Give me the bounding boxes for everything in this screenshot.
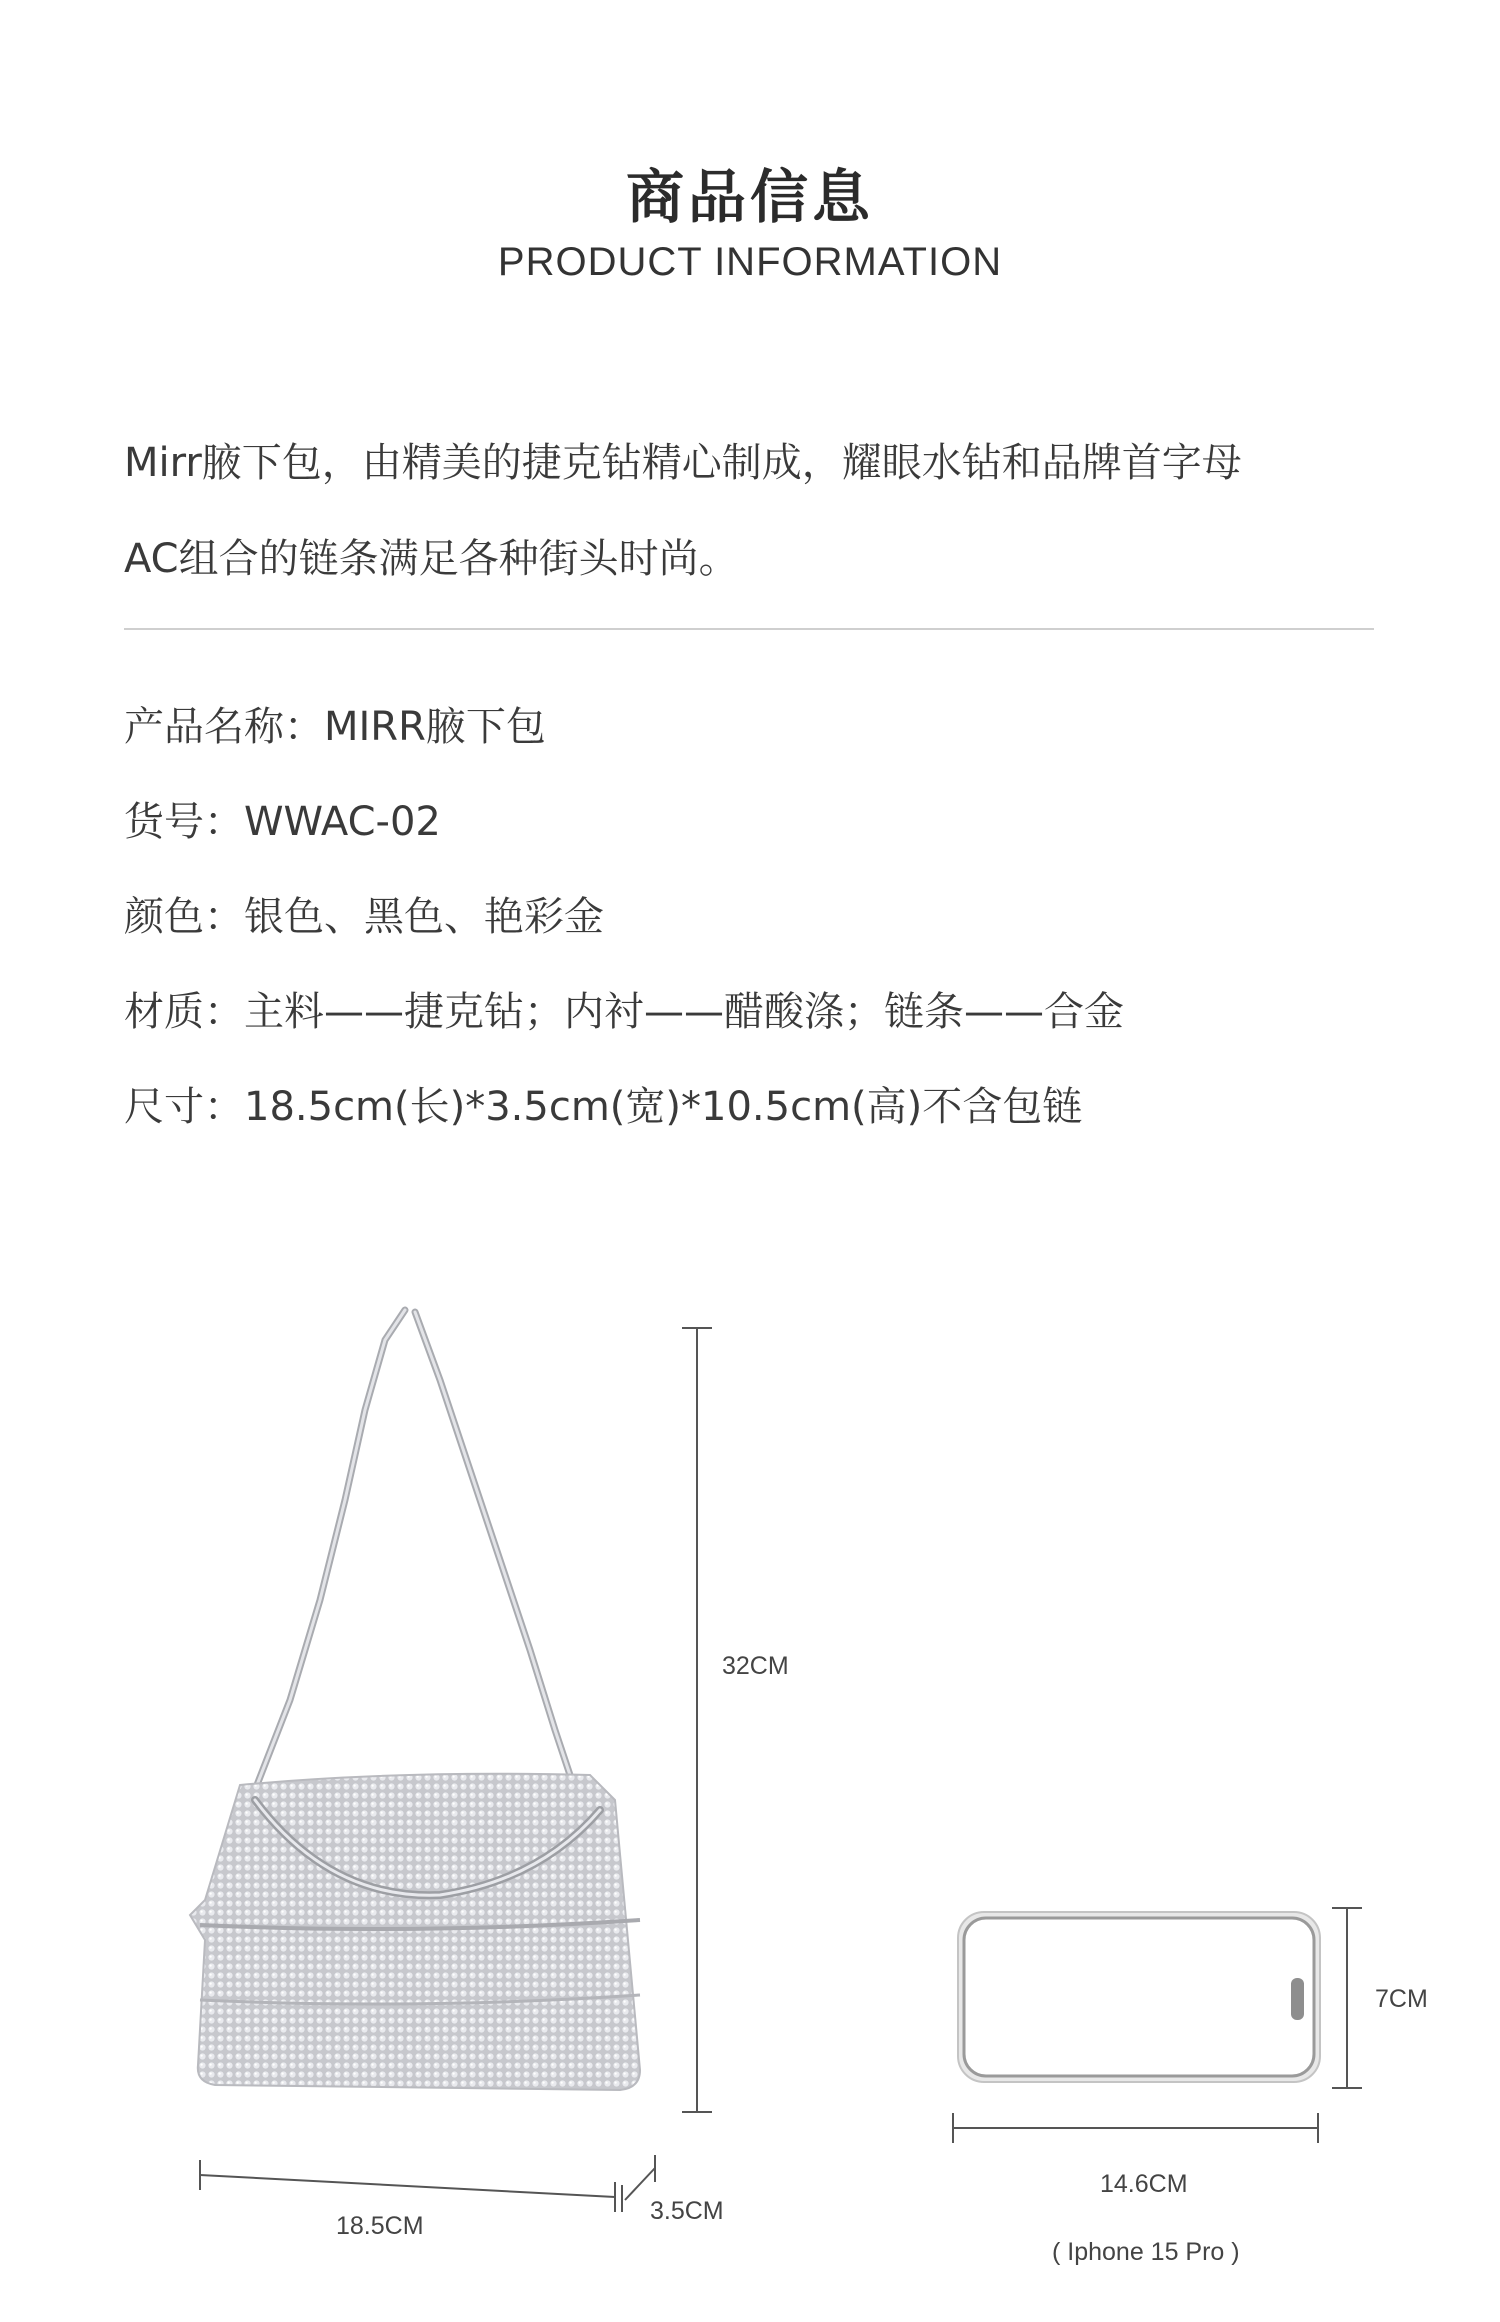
spec-value: 18.5cm(长)*3.5cm(宽)*10.5cm(高)不含包链	[244, 1084, 1083, 1130]
spec-label: 尺寸：	[124, 1084, 244, 1130]
phone-height-dimension	[1332, 1908, 1362, 2088]
description-line-2: AC组合的链条满足各种街头时尚。	[124, 536, 739, 582]
section-title-en: PRODUCT INFORMATION	[497, 240, 1003, 284]
section-title-cn: 商品信息	[625, 163, 874, 231]
spec-value: MIRR腋下包	[324, 704, 546, 750]
spec-value: WWAC-02	[244, 799, 441, 845]
phone-model-label: ( Iphone 15 Pro )	[1052, 2238, 1240, 2266]
spec-label: 材质：	[124, 989, 244, 1035]
phone-length-label: 14.6CM	[1100, 2170, 1188, 2198]
spec-label: 产品名称：	[124, 704, 324, 750]
phone-illustration	[958, 1912, 1320, 2082]
phone-length-dimension	[953, 2113, 1318, 2143]
bag-height-dimension	[682, 1328, 712, 2112]
spec-label: 货号：	[124, 799, 244, 845]
description-line-1: Mirr腋下包，由精美的捷克钻精心制成，耀眼水钻和品牌首字母	[124, 440, 1242, 486]
spec-label: 颜色：	[124, 894, 244, 940]
bag-length-label: 18.5CM	[336, 2212, 424, 2240]
bag-width-label: 3.5CM	[650, 2197, 724, 2225]
bag-length-dimension	[200, 2160, 615, 2212]
spec-value: 银色、黑色、艳彩金	[244, 894, 604, 940]
bag-body	[190, 1774, 640, 2090]
bag-chain	[255, 1310, 575, 1790]
bag-height-label: 32CM	[722, 1652, 789, 1680]
spec-value: 主料——捷克钻；内衬——醋酸涤；链条——合金	[244, 989, 1124, 1035]
phone-height-label: 7CM	[1375, 1985, 1428, 2013]
